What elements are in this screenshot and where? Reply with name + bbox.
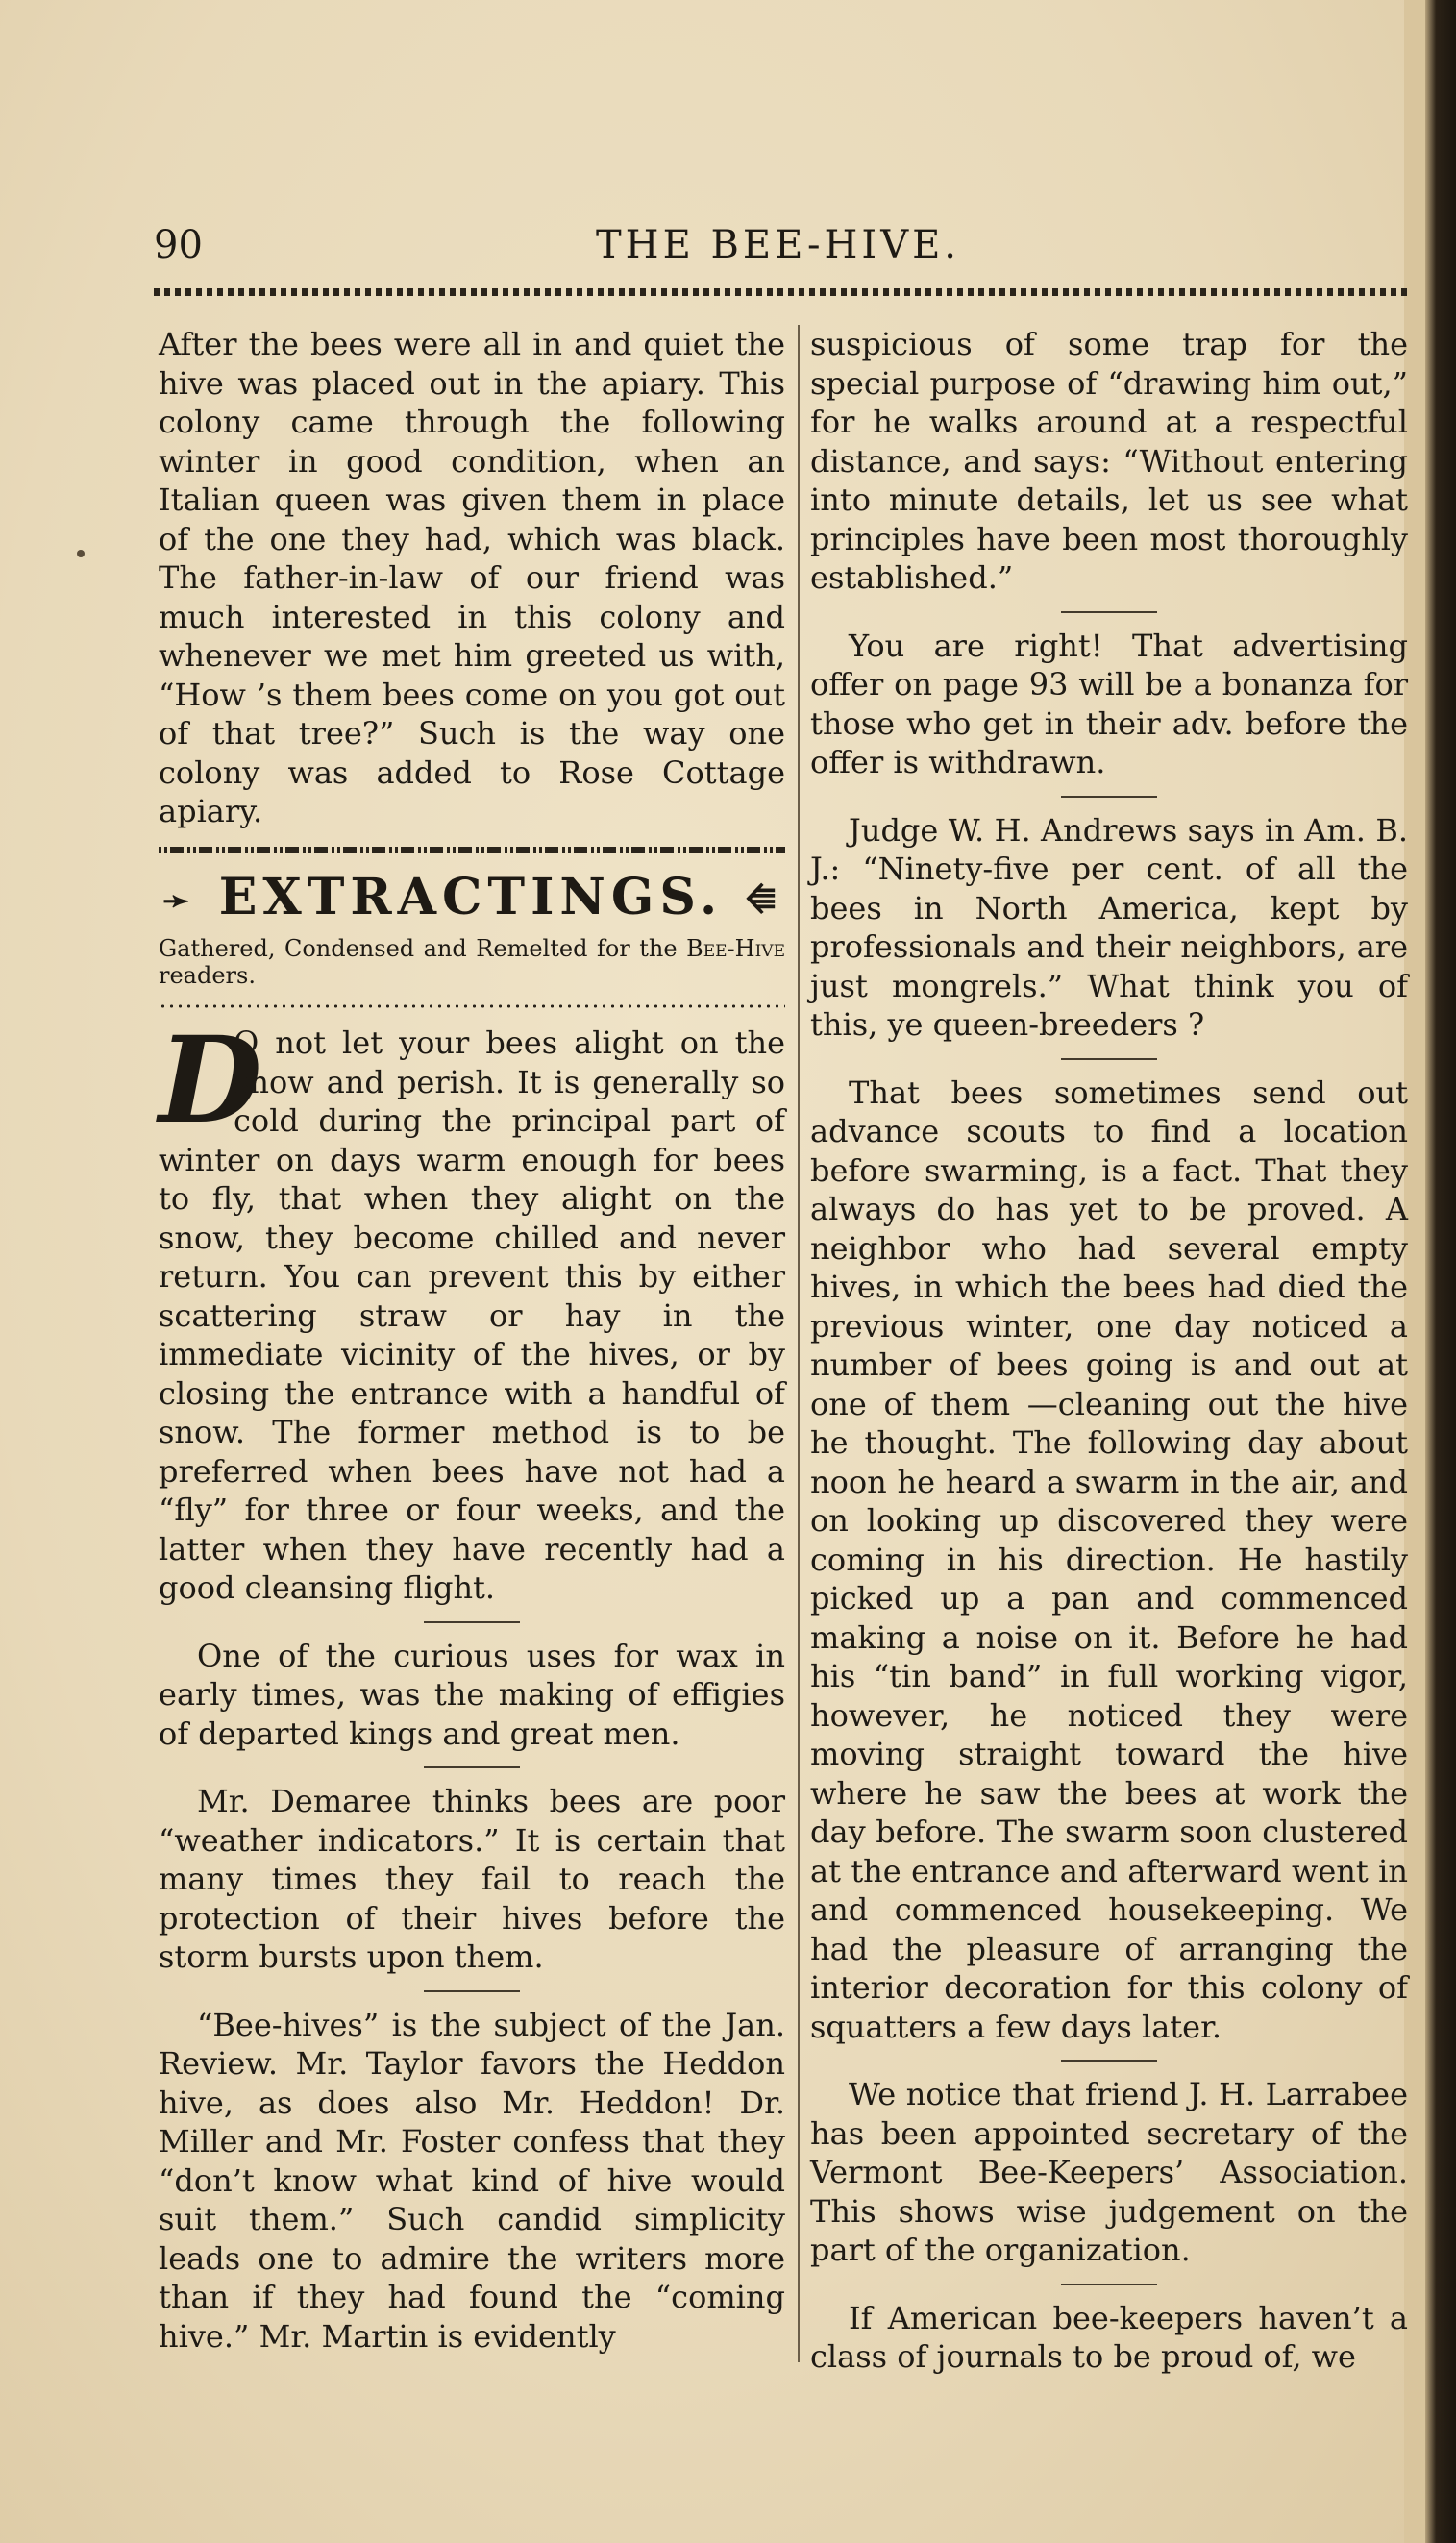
item-separator: [424, 1990, 520, 1992]
header-rule: [154, 288, 1408, 296]
paper-blemish: [77, 550, 85, 557]
paragraph-text: O not let your bees alight on the snow and perish. It is generally so cold during the principal part of winter on days warm enough for bees to fly, that when they alight on the snow, they become chilled and never return. You can prevent this by either scattering straw or hay in the immediate vicinity of the hives, or by closing the entrance with a handful of snow. The former method is to be preferred when bees have not had a “fly” for three or four weeks, and the latter when they have recently had a good cleansing flight.: [159, 1025, 785, 1606]
item-separator: [1061, 2060, 1157, 2062]
section-subhead: [159, 935, 785, 989]
ornament-left-icon: ➛: [162, 881, 196, 920]
item-separator: [1061, 1058, 1157, 1060]
dropcap-letter: D: [159, 1011, 262, 1150]
page-header: [154, 223, 1413, 281]
right-column: [810, 325, 1408, 2377]
section-heading: [159, 867, 785, 932]
paragraph: Judge W. H. Andrews says in Am. B. J.: “Ninety-five per cent. of all the bees in North America, kept by professionals and their neighbors, are just mongrels.” What think you of this, ye queen-breeders ?: [810, 811, 1408, 1043]
paragraph: That bees sometimes send out advance scouts to find a location before swarming, is a fact. That they always do has yet to be proved. A neighbor who had several empty hives, in which the bees had died the previous winter, one day noticed a number of bees going is and out at one of them —cleaning out the hive he thought. The following day about noon he heard a swarm in the air, and on looking up discovered they were coming in his direction. He hastily picked up a pan and commenced making a noise on it. Before he had his “tin band” in full working vigor, however, he noticed they were moving straight toward the hive where he saw the bees at work the day before. The swarm soon clustered at the entrance and afterward went in and commenced housekeeping. We had the pleasure of arranging the interior decoration for this colony of squatters a few days later.: [810, 1074, 1408, 2045]
paragraph: We notice that friend J. H. Larrabee has been appointed secretary of the Vermont Bee-Keepers’ Association. This shows wise judgement on the part of the organization.: [810, 2076, 1408, 2268]
section-rule: [159, 847, 785, 853]
paragraph: Mr. Demaree thinks bees are poor “weather indicators.” It is certain that many times they fail to reach the protection of their hives before the storm bursts upon them.: [159, 1783, 785, 1975]
subhead-text-end: readers.: [159, 962, 256, 989]
book-binding-shadow: [1425, 0, 1456, 2543]
paragraph: If American bee-keepers haven’t a class of journals to be proud of, we: [810, 2299, 1408, 2375]
paragraph: One of the curious uses for wax in early times, was the making of effigies of departed kings and great men.: [159, 1637, 785, 1752]
paragraph: “Bee-hives” is the subject of the Jan. Review. Mr. Taylor favors the Heddon hive, as does also Mr. Heddon! Dr. Miller and Mr. Foster confess that they “don’t know what kind of hive would suit them.” Such candid simplicity leads one to admire the writers more than if they had found the “coming hive.” Mr. Martin is evidently: [159, 2006, 785, 2355]
item-separator: [424, 1621, 520, 1623]
paragraph: After the bees were all in and quiet the hive was placed out in the apiary. This colony came through the following winter in good condition, when an Italian queen was given them in place of the one they had, which was black. The father-in-law of our friend was much interested in this colony and whenever we met him greeted us with, “How ’s them bees come on you got out of that tree?” Such is the way one colony was added to Rose Cottage apiary.: [159, 326, 785, 829]
item-separator: [1061, 611, 1157, 613]
item-separator: [1061, 2284, 1157, 2285]
page-number: 90: [154, 223, 203, 267]
dotted-rule: [159, 1004, 785, 1008]
item-separator: [1061, 796, 1157, 798]
paragraph: suspicious of some trap for the special purpose of “drawing him out,” for he walks around at a respectful distance, and says: “Without entering into minute details, let us see what principles have been most thoroughly established.”: [810, 326, 1408, 596]
section-title: EXTRACTINGS.: [218, 867, 724, 926]
ornament-right-icon: ⭅: [746, 881, 781, 920]
item-separator: [424, 1766, 520, 1768]
subhead-text: Gathered, Condensed and Remelted for the: [159, 935, 687, 962]
subhead-publication: Bee-Hive: [686, 935, 785, 962]
paragraph: You are right! That advertising offer on page 93 will be a bonanza for those who get in their adv. before the offer is withdrawn.: [810, 627, 1408, 780]
left-column: [159, 325, 785, 2356]
running-title: THE BEE-HIVE.: [596, 223, 961, 267]
paragraph-dropcap: [159, 1011, 785, 1608]
column-divider: [798, 325, 800, 2362]
